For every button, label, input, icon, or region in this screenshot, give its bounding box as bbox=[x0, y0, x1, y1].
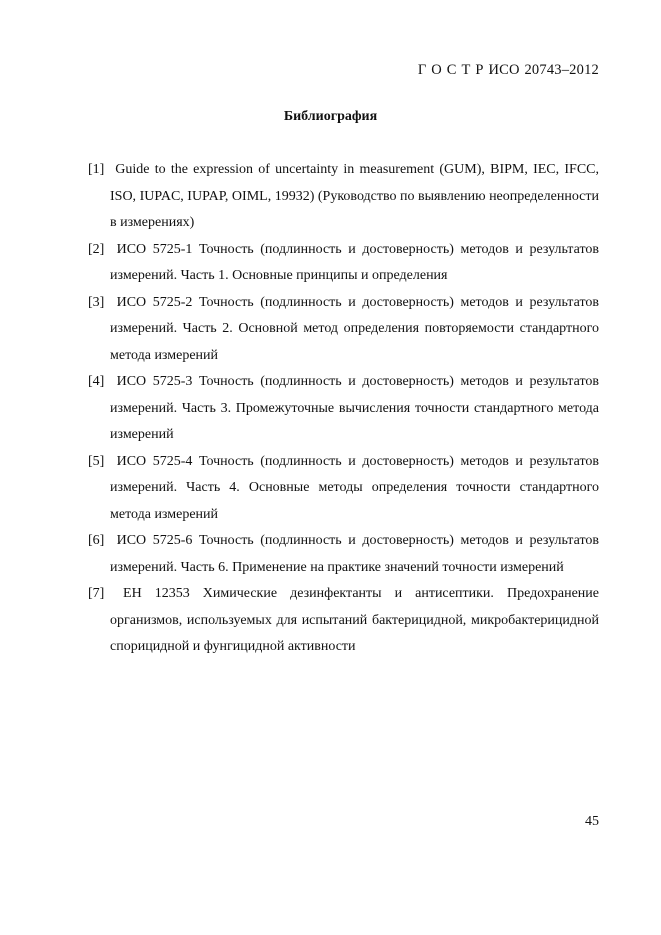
entry-text: ИСО 5725-6 Точность (подлинность и достоверность) методов и результатов измерений. Часть 6. Применение на практике значений точности измерений bbox=[110, 533, 599, 575]
standard-header: Г О С Т Р ИСО 20743–2012 bbox=[417, 62, 599, 78]
bibliography-entry-6 bbox=[88, 528, 599, 581]
bibliography-entry-1 bbox=[88, 157, 599, 237]
bibliography-entry-4 bbox=[88, 369, 599, 449]
entry-text: ЕН 12353 Химические дезинфектанты и антисептики. Предохранение организмов, используемых для испытаний бактерицидной, микробактерицидной спорицидной и фунгицидной активности bbox=[110, 586, 599, 654]
bibliography-entry-5 bbox=[88, 449, 599, 529]
entry-text: ИСО 5725-1 Точность (подлинность и достоверность) методов и результатов измерений. Часть 1. Основные принципы и определения bbox=[110, 241, 599, 283]
bibliography-list bbox=[88, 157, 599, 661]
entry-text: ИСО 5725-2 Точность (подлинность и достоверность) методов и результатов измерений. Часть 2. Основной метод определения повторяемости стандартного метода измерений bbox=[110, 294, 599, 363]
entry-text: Guide to the expression of uncertainty in measurement (GUM), BIPM, IEC, IFCC, ISO, IUPAC, IUPAP, OIML, 19932) (Руководство по выявлению неопределенности в измерениях) bbox=[110, 162, 600, 230]
page-number: 45 bbox=[585, 814, 599, 829]
bibliography-title: Библиография bbox=[283, 109, 378, 124]
entry-number: [6] bbox=[88, 533, 105, 548]
entry-number: [1] bbox=[88, 162, 105, 177]
entry-number: [7] bbox=[88, 586, 105, 601]
entry-text: ИСО 5725-3 Точность (подлинность и достоверность) методов и результатов измерений. Часть 3. Промежуточные вычисления точности стандартного метода измерений bbox=[110, 374, 599, 442]
bibliography-entry-2 bbox=[88, 237, 599, 290]
bibliography-entry-7 bbox=[88, 581, 599, 661]
entry-number: [3] bbox=[88, 294, 105, 310]
bibliography-entry-3 bbox=[88, 290, 599, 370]
entry-number: [5] bbox=[88, 453, 105, 469]
entry-number: [4] bbox=[88, 374, 105, 389]
entry-text: ИСО 5725-4 Точность (подлинность и достоверность) методов и результатов измерений. Часть 4. Основные методы определения точности стандартного метода измерений bbox=[110, 453, 599, 522]
entry-number: [2] bbox=[88, 241, 105, 257]
